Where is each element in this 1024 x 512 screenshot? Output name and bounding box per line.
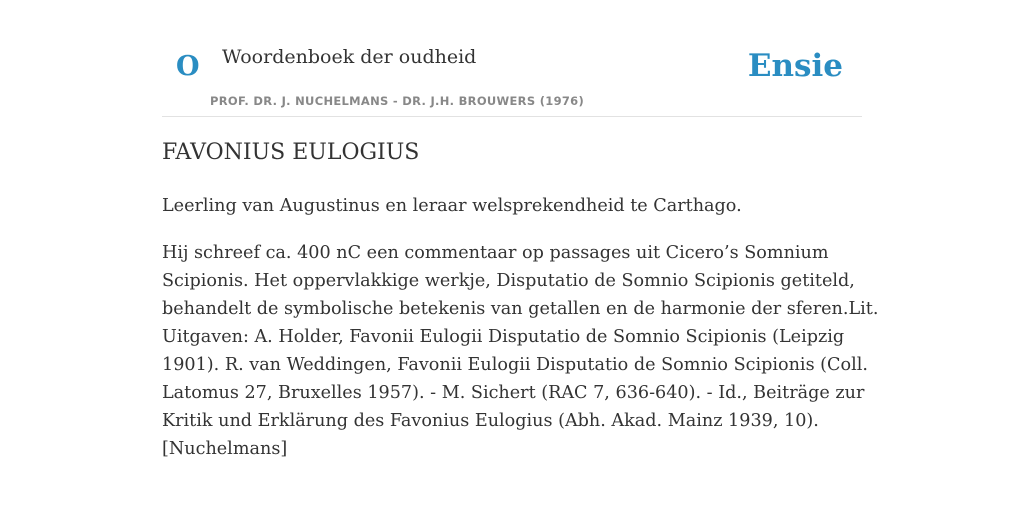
index-letter[interactable]: O	[176, 51, 200, 82]
paragraph-line: Hij schreef ca. 400 nC een commentaar op passages uit Cicero’s Somnium	[162, 243, 829, 263]
paragraph-line: Kritik und Erklärung des Favonius Eulogius (Abh. Akad. Mainz 1939, 10).	[162, 411, 819, 431]
book-authors: PROF. DR. J. NUCHELMANS - DR. J.H. BROUWERS (1976)	[210, 94, 585, 108]
paragraph-line: Latomus 27, Bruxelles 1957). - M. Sichert (RAC 7, 636-640). - Id., Beiträge zur	[162, 383, 865, 403]
entry-paragraph-2	[162, 239, 879, 463]
book-header	[162, 0, 862, 117]
article-page	[162, 0, 879, 459]
entry-paragraph-1: Leerling van Augustinus en leraar welsprekendheid te Carthago.	[162, 196, 742, 216]
book-title[interactable]: Woordenboek der oudheid	[222, 46, 477, 68]
ensie-logo-link[interactable]: Ensie	[747, 48, 843, 84]
paragraph-line: 1901). R. van Weddingen, Favonii Eulogii Disputatio de Somnio Scipionis (Coll.	[162, 355, 868, 375]
entry-title: FAVONIUS EULOGIUS	[162, 140, 420, 165]
paragraph-line: Uitgaven: A. Holder, Favonii Eulogii Disputatio de Somnio Scipionis (Leipzig	[162, 327, 845, 347]
paragraph-line: [Nuchelmans]	[162, 439, 288, 459]
paragraph-line: Scipionis. Het oppervlakkige werkje, Disputatio de Somnio Scipionis getiteld,	[162, 271, 855, 291]
paragraph-line: behandelt de symbolische betekenis van getallen en de harmonie der sferen.Lit.	[162, 299, 879, 319]
